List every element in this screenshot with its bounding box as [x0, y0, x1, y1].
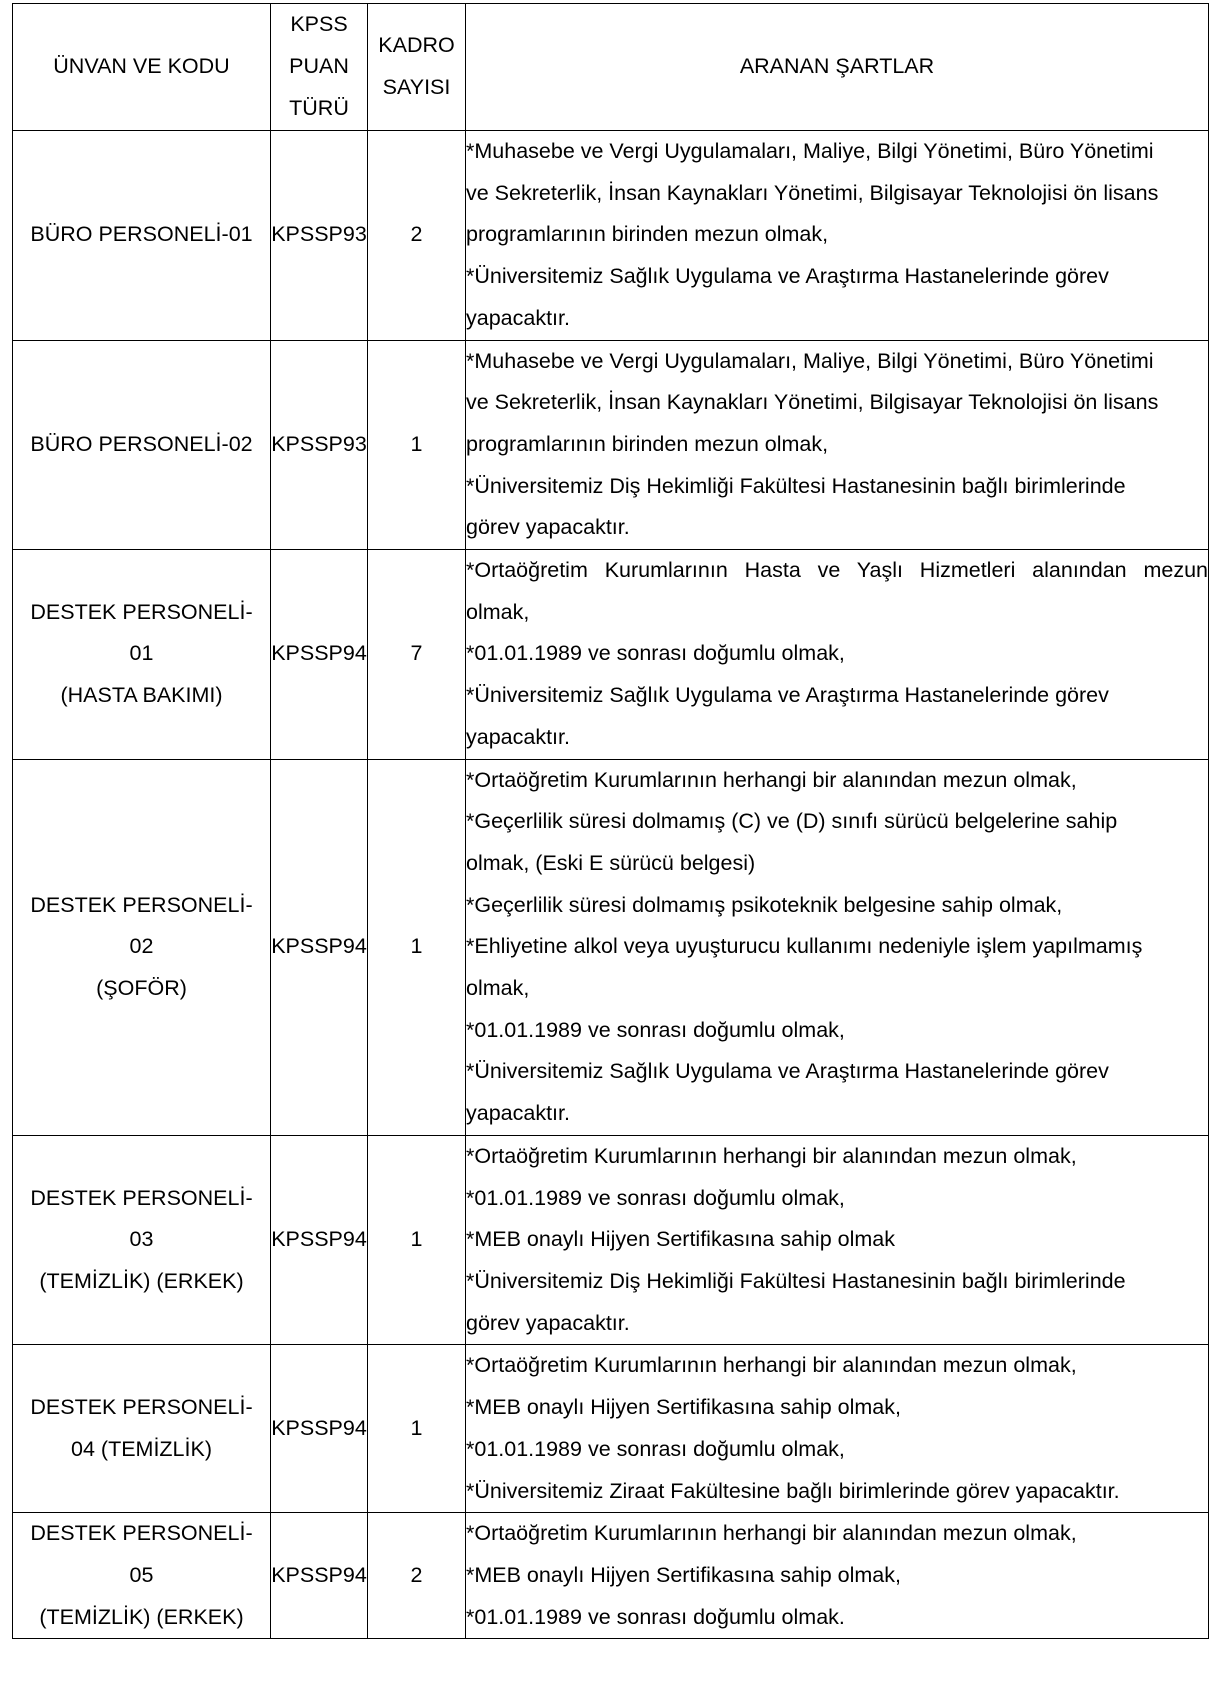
table-row: [13, 550, 1209, 760]
requirement-line: *Muhasebe ve Vergi Uygulamaları, Maliye, Bilgi Yönetimi, Büro Yönetimi: [466, 139, 1154, 163]
header-sartlar: ARANAN ŞARTLAR: [466, 4, 1209, 131]
requirement-line: *Üniversitemiz Diş Hekimliği Fakültesi Hastanesinin bağlı birimlerinde: [466, 1268, 1126, 1293]
position-title-line: 04 (TEMİZLİK): [71, 1436, 212, 1461]
position-title-line: 02: [129, 934, 154, 959]
position-title-line: DESTEK PERSONELİ-: [30, 599, 253, 624]
requirement-line: *Üniversitemiz Sağlık Uygulama ve Araştırma Hastanelerinde görev: [466, 1059, 1109, 1084]
requirement-line: *Ehliyetine alkol veya uyuşturucu kullanımı nedeniyle işlem yapılmamış: [466, 934, 1143, 959]
position-title-line: (HASTA BAKIMI): [60, 683, 223, 708]
requirement-line: *01.01.1989 ve sonrası doğumlu olmak,: [466, 1436, 845, 1461]
requirement-line: *01.01.1989 ve sonrası doğumlu olmak,: [466, 641, 845, 666]
header-unvan: ÜNVAN VE KODU: [13, 4, 271, 131]
requirement-line: *Geçerlilik süresi dolmamış psikoteknik belgesine sahip olmak,: [466, 892, 1063, 917]
requirement-line: *Ortaöğretim Kurumlarının herhangi bir alanından mezun olmak,: [466, 1143, 1077, 1168]
requirements: [466, 759, 1209, 1135]
requirement-line: yapacaktır.: [466, 305, 570, 330]
position-title-line: DESTEK PERSONELİ-: [30, 1185, 253, 1210]
requirement-line: *Muhasebe ve Vergi Uygulamaları, Maliye, Bilgi Yönetimi, Büro Yönetimi: [466, 348, 1154, 373]
table-row: [13, 340, 1209, 550]
position-count: 1: [368, 1345, 466, 1513]
score-type: KPSSP93: [271, 340, 368, 550]
requirement-line: ve Sekreterlik, İnsan Kaynakları Yönetimi, Bilgisayar Teknolojisi ön lisans: [466, 180, 1159, 205]
table-row: [13, 1135, 1209, 1345]
score-type: KPSSP94: [271, 550, 368, 760]
requirements: [466, 550, 1209, 760]
position-title-line: (TEMİZLİK) (ERKEK): [39, 1268, 244, 1293]
position-title-line: DESTEK PERSONELİ-: [30, 1521, 253, 1546]
score-type: KPSSP94: [271, 1135, 368, 1345]
position-title: [13, 1513, 271, 1639]
requirement-line: *Üniversitemiz Ziraat Fakültesine bağlı birimlerinde görev yapacaktır.: [466, 1478, 1120, 1503]
positions-table: [12, 3, 1209, 1639]
requirement-line: görev yapacaktır.: [466, 1310, 630, 1335]
position-title-line: (TEMİZLİK) (ERKEK): [39, 1604, 244, 1629]
position-title-line: BÜRO PERSONELİ-01: [30, 222, 253, 247]
requirement-line: *Ortaöğretim Kurumlarının Hasta ve Yaşlı Hizmetleri alanından mezun: [466, 558, 1208, 583]
position-title: [13, 550, 271, 760]
position-title-line: DESTEK PERSONELİ-: [30, 1395, 253, 1420]
requirement-line: olmak, (Eski E sürücü belgesi): [466, 850, 756, 875]
header-kadro: [368, 4, 466, 131]
requirement-line: yapacaktır.: [466, 724, 570, 749]
score-type: KPSSP94: [271, 1345, 368, 1513]
header-kadro-line: KADRO: [378, 33, 455, 58]
table-row: [13, 131, 1209, 341]
requirement-line: olmak,: [466, 976, 530, 1001]
position-count: 1: [368, 759, 466, 1135]
requirement-line: programlarının birinden mezun olmak,: [466, 431, 829, 456]
table-row: [13, 759, 1209, 1135]
header-puan-line: PUAN: [289, 54, 349, 79]
requirements: [466, 1513, 1209, 1639]
requirement-line: ve Sekreterlik, İnsan Kaynakları Yönetimi, Bilgisayar Teknolojisi ön lisans: [466, 390, 1159, 415]
header-puan-line: KPSS: [290, 12, 348, 37]
requirement-line: *Geçerlilik süresi dolmamış (C) ve (D) sınıfı sürücü belgelerine sahip: [466, 809, 1118, 834]
requirement-line: *Üniversitemiz Sağlık Uygulama ve Araştırma Hastanelerinde görev: [466, 683, 1109, 708]
position-title-line: 01: [129, 641, 154, 666]
position-count: 2: [368, 1513, 466, 1639]
requirement-line: *Üniversitemiz Diş Hekimliği Fakültesi Hastanesinin bağlı birimlerinde: [466, 473, 1126, 498]
position-title: [13, 759, 271, 1135]
requirement-line: *Ortaöğretim Kurumlarının herhangi bir alanından mezun olmak,: [466, 1353, 1077, 1378]
requirement-line: *01.01.1989 ve sonrası doğumlu olmak,: [466, 1185, 845, 1210]
position-title: [13, 340, 271, 550]
requirements: [466, 1345, 1209, 1513]
requirements: [466, 340, 1209, 550]
position-title-line: 03: [129, 1227, 154, 1252]
requirement-line: görev yapacaktır.: [466, 515, 630, 540]
score-type: KPSSP93: [271, 131, 368, 341]
requirement-line: *MEB onaylı Hijyen Sertifikasına sahip olmak: [466, 1227, 895, 1252]
header-puan: [271, 4, 368, 131]
position-title: [13, 131, 271, 341]
score-type: KPSSP94: [271, 759, 368, 1135]
requirements: [466, 131, 1209, 341]
requirement-line: olmak,: [466, 599, 530, 624]
requirement-line: yapacaktır.: [466, 1101, 570, 1126]
position-count: 1: [368, 340, 466, 550]
requirements: [466, 1135, 1209, 1345]
position-title-line: DESTEK PERSONELİ-: [30, 892, 253, 917]
position-count: 1: [368, 1135, 466, 1345]
requirement-line: *Üniversitemiz Sağlık Uygulama ve Araştırma Hastanelerinde görev: [466, 264, 1109, 289]
position-title: [13, 1345, 271, 1513]
header-kadro-line: SAYISI: [382, 75, 451, 99]
position-title-line: 05: [129, 1562, 154, 1587]
requirement-line: *01.01.1989 ve sonrası doğumlu olmak.: [466, 1604, 845, 1629]
position-title: [13, 1135, 271, 1345]
table-row: [13, 1513, 1209, 1639]
requirement-line: *MEB onaylı Hijyen Sertifikasına sahip olmak,: [466, 1395, 901, 1420]
requirement-line: *Ortaöğretim Kurumlarının herhangi bir alanından mezun olmak,: [466, 1521, 1077, 1546]
table-row: [13, 1345, 1209, 1513]
position-count: 2: [368, 131, 466, 341]
requirement-line: programlarının birinden mezun olmak,: [466, 222, 829, 247]
header-puan-line: TÜRÜ: [289, 95, 349, 120]
position-title-line: (ŞOFÖR): [96, 976, 187, 1001]
position-title-line: BÜRO PERSONELİ-02: [30, 431, 253, 456]
position-count: 7: [368, 550, 466, 760]
requirement-line: *01.01.1989 ve sonrası doğumlu olmak,: [466, 1017, 845, 1042]
requirement-line: *MEB onaylı Hijyen Sertifikasına sahip olmak,: [466, 1562, 901, 1587]
requirement-line: *Ortaöğretim Kurumlarının herhangi bir alanından mezun olmak,: [466, 767, 1077, 792]
score-type: KPSSP94: [271, 1513, 368, 1639]
header-row: [13, 4, 1209, 131]
